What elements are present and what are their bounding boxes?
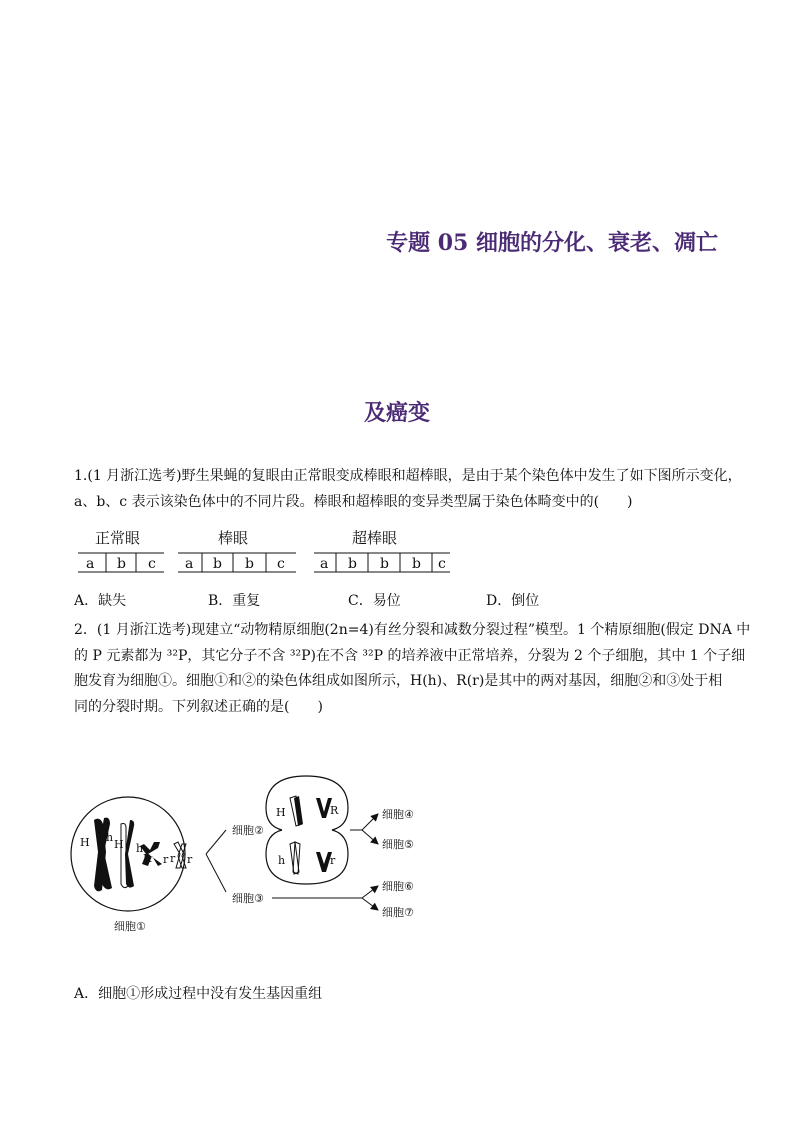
segment-b: b — [348, 556, 357, 572]
gene-label-h: h — [278, 854, 286, 867]
cell-3-label: 细胞③ — [232, 892, 264, 905]
label-normal-eye: 正常眼 — [95, 529, 141, 547]
cell-7-label: 细胞⑦ — [382, 906, 414, 919]
label-superbar-eye: 超棒眼 — [352, 529, 398, 547]
option-d[interactable]: D．倒位 — [486, 593, 540, 609]
chromosome-segment-figure — [70, 522, 460, 578]
segment-c: c — [148, 556, 156, 572]
gene-label-R: R — [330, 804, 339, 817]
option-b[interactable]: B．重复 — [208, 593, 261, 609]
question-2-line4: 同的分裂时期。下列叙述正确的是( ) — [74, 698, 323, 715]
segment-c: c — [277, 556, 285, 572]
gene-label-R: R — [143, 852, 152, 865]
cell-1-label: 细胞① — [114, 920, 146, 933]
gene-label-H: H — [114, 838, 124, 851]
segment-b: b — [380, 556, 389, 572]
cell-2-label: 细胞② — [232, 824, 264, 837]
segment-b: b — [117, 556, 126, 572]
segment-a: a — [86, 556, 95, 572]
cell-6-label: 细胞⑥ — [382, 880, 414, 893]
gene-label-h: h — [136, 842, 144, 855]
gene-label-H: H — [80, 836, 90, 849]
question-2-text — [74, 618, 751, 720]
cell-division-figure — [66, 768, 446, 940]
page-title-line2: 及癌变 — [363, 400, 430, 426]
cell-4-label: 细胞④ — [382, 808, 414, 821]
label-bar-eye: 棒眼 — [218, 529, 249, 547]
gene-label-r: r — [330, 854, 336, 867]
gene-label-h: h — [106, 831, 114, 844]
option-c[interactable]: C．易位 — [348, 593, 401, 609]
gene-label-r: r — [170, 852, 176, 865]
cell-2-chromosomes — [290, 796, 332, 874]
option-a[interactable]: A．缺失 — [74, 593, 127, 609]
question-2-line3: 胞发育为细胞①。细胞①和②的染色体组成如图所示，H(h)、R(r)是其中的两对基因，细胞②和③处于相 — [74, 673, 723, 689]
segment-c: c — [438, 556, 446, 572]
question-2-line2: 的 P 元素都为 ³²P，其它分子不含 ³²P)在不含 ³²P 的培养液中正常培养，分裂为 2 个子细胞，其中 1 个子细 — [74, 647, 746, 664]
gene-label-r: r — [163, 853, 169, 866]
page-title-line1: 专题 05 细胞的分化、衰老、凋亡 — [386, 230, 718, 256]
segment-b: b — [213, 556, 222, 572]
gene-label-H: H — [276, 806, 286, 819]
cell-2-outline — [266, 776, 348, 884]
question-1-line2: a、b、c 表示该染色体中的不同片段。棒眼和超棒眼的变异类型属于染色体畸变中的( ) — [74, 493, 633, 510]
segment-a: a — [320, 556, 329, 572]
cell-5-label: 细胞⑤ — [382, 838, 414, 851]
gene-label-r: r — [187, 853, 193, 866]
question-2-option-a[interactable]: A．细胞①形成过程中没有发生基因重组 — [74, 986, 323, 1002]
segment-a: a — [185, 556, 194, 572]
segment-b: b — [245, 556, 254, 572]
question-1-line1: 1.(1 月浙江选考)野生果蝇的复眼由正常眼变成棒眼和超棒眼，是由于某个染色体中发生了如下图所示变化， — [74, 468, 742, 484]
segment-b: b — [412, 556, 421, 572]
question-1-text — [74, 464, 742, 515]
question-2-line1: 2．(1 月浙江选考)现建立“动物精原细胞(2n=4)有丝分裂和减数分裂过程”模型。1 个精原细胞(假定 DNA 中 — [74, 622, 751, 638]
